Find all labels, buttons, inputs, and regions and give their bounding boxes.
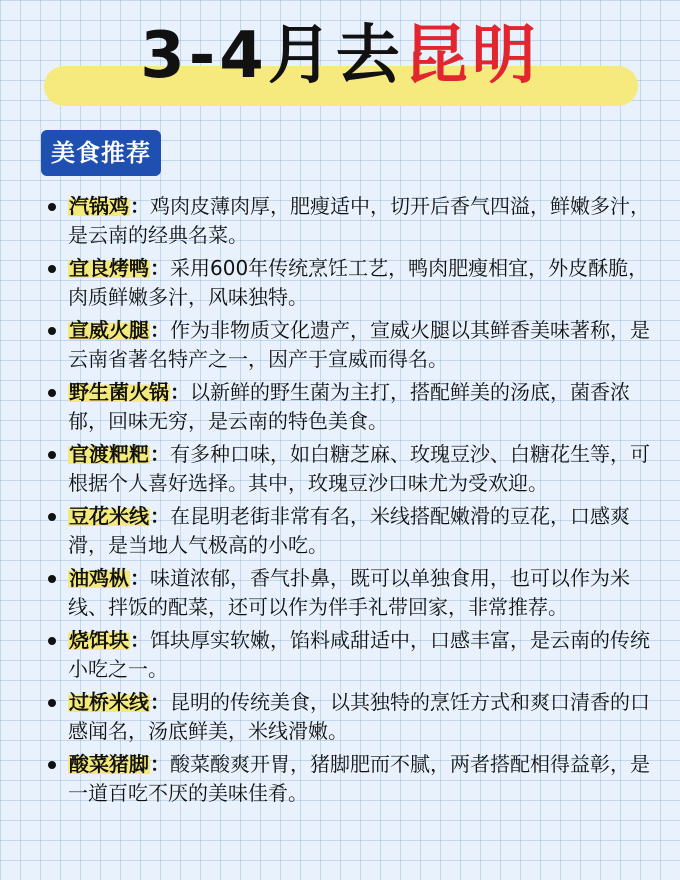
bullet-icon <box>48 513 56 521</box>
page-title <box>0 16 680 96</box>
bullet-icon <box>48 389 56 397</box>
bullet-icon <box>48 451 56 459</box>
item-name: 油鸡枞 <box>69 566 129 590</box>
list-item: 酸菜猪脚：酸菜酸爽开胃，猪脚肥而不腻，两者搭配相得益彰，是一道百吃不厌的美味佳肴。 <box>48 750 654 808</box>
bullet-icon <box>48 575 56 583</box>
title-area <box>0 10 680 110</box>
item-desc: 饵块厚实软嫩，馅料咸甜适中，口感丰富，是云南的传统小吃之一。 <box>68 628 650 681</box>
bullet-icon <box>48 761 56 769</box>
item-name: 官渡粑粑 <box>69 442 149 466</box>
item-desc: 以新鲜的野生菌为主打，搭配鲜美的汤底，菌香浓郁，回味无穷，是云南的特色美食。 <box>68 380 630 433</box>
title-main: 3-4月去 <box>140 19 404 93</box>
bullet-icon <box>48 203 56 211</box>
section-badge: 美食推荐 <box>41 130 161 176</box>
bullet-icon <box>48 699 56 707</box>
bullet-icon <box>48 637 56 645</box>
item-desc: 昆明的传统美食，以其独特的烹饪方式和爽口清香的口感闻名，汤底鲜美，米线滑嫩。 <box>68 690 650 743</box>
list-item: 过桥米线：昆明的传统美食，以其独特的烹饪方式和爽口清香的口感闻名，汤底鲜美，米线滑嫩。 <box>48 688 654 746</box>
item-desc: 采用600年传统烹饪工艺，鸭肉肥瘦相宜，外皮酥脆，肉质鲜嫩多汁，风味独特。 <box>68 256 649 309</box>
item-name: 宣威火腿 <box>69 318 149 342</box>
item-name: 豆花米线 <box>69 504 149 528</box>
list-item: 宜良烤鸭：采用600年传统烹饪工艺，鸭肉肥瘦相宜，外皮酥脆，肉质鲜嫩多汁，风味独特。 <box>48 254 654 312</box>
item-desc: 味道浓郁，香气扑鼻，既可以单独食用，也可以作为米线、拌饭的配菜，还可以作为伴手礼带回家，非常推荐。 <box>68 566 630 619</box>
food-list <box>48 192 654 812</box>
bullet-icon <box>48 265 56 273</box>
list-item: 野生菌火锅：以新鲜的野生菌为主打，搭配鲜美的汤底，菌香浓郁，回味无穷，是云南的特色美食。 <box>48 378 654 436</box>
list-item: 油鸡枞：味道浓郁，香气扑鼻，既可以单独食用，也可以作为米线、拌饭的配菜，还可以作为伴手礼带回家，非常推荐。 <box>48 564 654 622</box>
item-name: 汽锅鸡 <box>69 194 129 218</box>
item-desc: 作为非物质文化遗产，宣威火腿以其鲜香美味著称，是云南省著名特产之一，因产于宣威而得名。 <box>68 318 650 371</box>
item-desc: 鸡肉皮薄肉厚，肥瘦适中，切开后香气四溢，鲜嫩多汁，是云南的经典名菜。 <box>68 194 650 247</box>
list-item: 烧饵块：饵块厚实软嫩，馅料咸甜适中，口感丰富，是云南的传统小吃之一。 <box>48 626 654 684</box>
list-item: 汽锅鸡：鸡肉皮薄肉厚，肥瘦适中，切开后香气四溢，鲜嫩多汁，是云南的经典名菜。 <box>48 192 654 250</box>
item-name: 酸菜猪脚 <box>69 752 149 776</box>
item-desc: 有多种口味，如白糖芝麻、玫瑰豆沙、白糖花生等，可根据个人喜好选择。其中，玫瑰豆沙口味尤为受欢迎。 <box>68 442 650 495</box>
item-name: 过桥米线 <box>69 690 149 714</box>
item-name: 烧饵块 <box>69 628 129 652</box>
bullet-icon <box>48 327 56 335</box>
item-desc: 在昆明老街非常有名，米线搭配嫩滑的豆花，口感爽滑，是当地人气极高的小吃。 <box>68 504 630 557</box>
list-item: 宣威火腿：作为非物质文化遗产，宣威火腿以其鲜香美味著称，是云南省著名特产之一，因产于宣威而得名。 <box>48 316 654 374</box>
list-item: 官渡粑粑：有多种口味，如白糖芝麻、玫瑰豆沙、白糖花生等，可根据个人喜好选择。其中，玫瑰豆沙口味尤为受欢迎。 <box>48 440 654 498</box>
title-accent: 昆明 <box>403 19 540 93</box>
item-name: 野生菌火锅 <box>69 380 169 404</box>
item-name: 宜良烤鸭 <box>69 256 149 280</box>
list-item: 豆花米线：在昆明老街非常有名，米线搭配嫩滑的豆花，口感爽滑，是当地人气极高的小吃。 <box>48 502 654 560</box>
item-desc: 酸菜酸爽开胃，猪脚肥而不腻，两者搭配相得益彰，是一道百吃不厌的美味佳肴。 <box>68 752 650 805</box>
